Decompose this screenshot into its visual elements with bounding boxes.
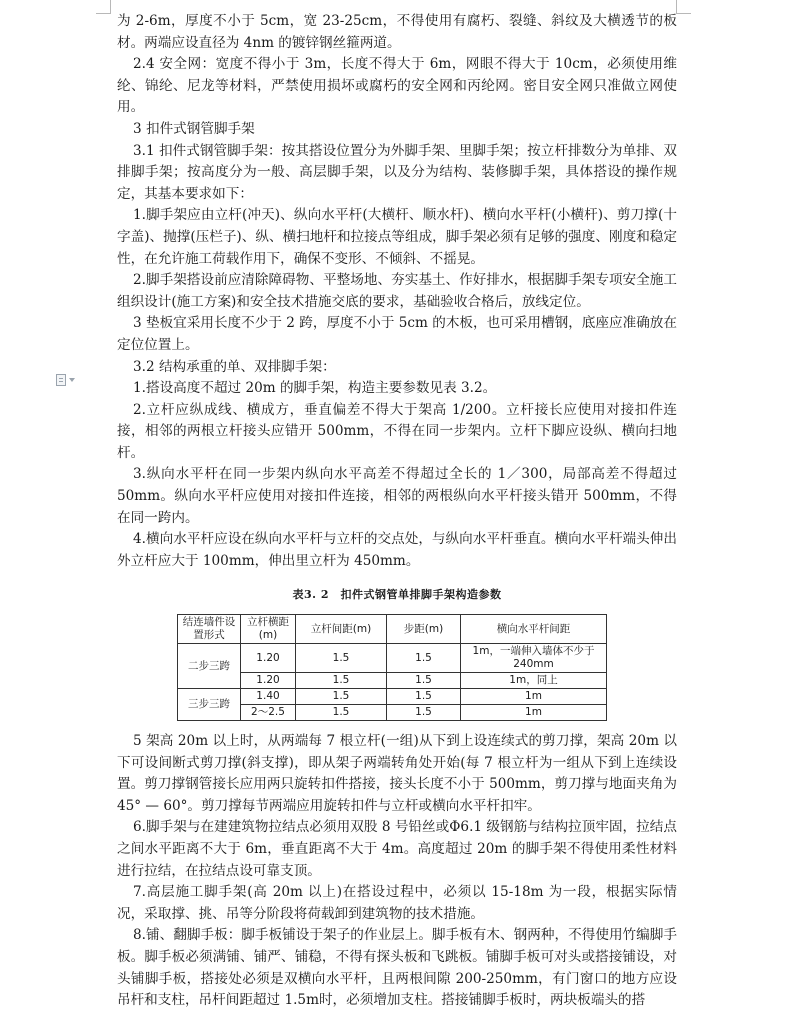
table-cell: 1.40: [241, 689, 296, 705]
table-header-row: [178, 615, 607, 644]
table-cell: 1.5: [387, 705, 461, 721]
page-corner-mark: [96, 0, 111, 14]
table-cell: 1.20: [241, 673, 296, 689]
table-cell: 1m，同上: [461, 673, 607, 689]
table-cell: 1.5: [296, 705, 387, 721]
table-cell: 2～2.5: [241, 705, 296, 721]
table-header-cell: 结连墙件设置形式: [178, 615, 241, 644]
paragraph: 3 扣件式钢管脚手架: [133, 120, 255, 137]
paragraph: 2.4 安全网：宽度不得小于 3m，长度不得大于 6m，网眼不得大于 10cm，必须使用维纶、锦纶、尼龙等材料，严禁使用损坏或腐朽的安全网和丙纶网。密目安全网只准做立网使用。: [117, 56, 677, 116]
table-row: [178, 705, 607, 721]
table-row: [178, 644, 607, 673]
spec-table: [177, 614, 607, 721]
document-body: [117, 11, 677, 1012]
document-icon: [56, 374, 66, 386]
table-cell: 1.20: [241, 644, 296, 673]
paragraph: 3.1 扣件式钢管脚手架：按其搭设位置分为外脚手架、里脚手架；按立杆排数分为单排、双排脚手架；按高度分为一般、高层脚手架，以及分为结构、装修脚手架，具体搭设的操作规定，其基本要求如下：: [117, 142, 677, 202]
table-group-cell: 三步三跨: [178, 689, 241, 721]
table-cell: 1.5: [296, 689, 387, 705]
paragraph: 2.脚手架搭设前应清除障碍物、平整场地、夯实基土、作好排水，根据脚手架专项安全施工组织设计(施工方案)和安全技术措施交底的要求，基础验收合格后，放线定位。: [117, 272, 677, 310]
table-group-cell: 二步三跨: [178, 644, 241, 689]
paragraph: 3.纵向水平杆在同一步架内纵向水平高差不得超过全长的 1／300，局部高差不得超过 50mm。纵向水平杆应使用对接扣件连接，相邻的两根纵向水平杆接头错开 500mm，不得在同一跨内。: [117, 466, 677, 526]
table-cell: 1.5: [387, 689, 461, 705]
paragraph: 8.铺、翻脚手板：脚手板铺设于架子的作业层上。脚手板有木、钢两种，不得使用竹编脚手板。脚手板必须满铺、铺严、铺稳，不得有探头板和飞跳板。铺脚手板可对头或搭接铺设，对头铺脚手板，搭接处必须是双横向水平杆，且两根间隙 200-250mm，有门窗口的地方应设吊杆和支柱，吊杆间距超过 1.5m时，必须增加支柱。搭接铺脚手板时，两块板端头的搭: [117, 927, 677, 1009]
paragraph: 7.高层施工脚手架(高 20m 以上)在搭设过程中，必须以 15-18m 为一段，根据实际情况，采取撑、挑、吊等分阶段将荷载卸到建筑物的技术措施。: [117, 884, 677, 922]
paragraph: 1.脚手架应由立杆(冲天)、纵向水平杆(大横杆、顺水杆)、横向水平杆(小横杆)、剪刀撑(十字盖)、抛撑(压栏子)、纵、横扫地杆和拉接点等组成，脚手架必须有足够的强度、刚度和稳定性，在允许施工荷载作用下，确保不变形、不倾斜、不摇晃。: [117, 207, 677, 267]
table-header-cell: 步距(m): [387, 615, 461, 644]
chevron-down-icon: [69, 378, 75, 382]
table-cell: 1.5: [296, 673, 387, 689]
paragraphs-bottom: [117, 731, 677, 1012]
table-header-cell: 立杆横距(m): [241, 615, 296, 644]
table-cell: 1.5: [387, 673, 461, 689]
table-cell: 1m，一端伸入墙体不少于 240mm: [461, 644, 607, 673]
paragraph: 为 2-6m，厚度不小于 5cm，宽 23-25cm，不得使用有腐朽、裂缝、斜纹及大横透节的板材。两端应设直径为 4nm 的镀锌钢丝箍两道。: [117, 13, 677, 51]
paragraph: 2.立杆应纵成线、横成方，垂直偏差不得大于架高 1/200。立杆接长应使用对接扣件连接，相邻的两根立杆接头应错开 500mm，不得在同一步架内。立杆下脚应设纵、横向扫地杆。: [117, 401, 677, 461]
page-corner-mark: [676, 0, 691, 14]
paragraph: 6.脚手架与在建建筑物拉结点必须用双股 8 号铅丝或Φ6.1 级钢筋与结构拉顶牢固，拉结点之间水平距离不大于 6m，垂直距离不大于 4m。高度超过 20m 的脚手架不得使用柔性材料进行拉结，在拉结点设可靠支顶。: [117, 819, 677, 879]
table-row: [178, 673, 607, 689]
paragraphs-top: [117, 11, 677, 572]
table-title: 表3. 2 扣件式钢管单排脚手架构造参数: [292, 588, 502, 602]
table-header-cell: 立杆间距(m): [296, 615, 387, 644]
paragraph: 3 垫板宜采用长度不少于 2 跨，厚度不小于 5cm 的木板，也可采用槽钢，底座应准确放在定位位置上。: [117, 315, 677, 353]
paragraph: 1.搭设高度不超过 20m 的脚手架，构造主要参数见表 3.2。: [133, 380, 497, 397]
table-cell: 1.5: [387, 644, 461, 673]
table-cell: 1.5: [296, 644, 387, 673]
table-cell: 1m: [461, 689, 607, 705]
comment-doc-icon[interactable]: [56, 373, 82, 387]
table-header-cell: 横向水平杆间距: [461, 615, 607, 644]
paragraph: 3.2 结构承重的单、双排脚手架：: [133, 358, 336, 375]
table-row: [178, 689, 607, 705]
paragraph: 4.横向水平杆应设在纵向水平杆与立杆的交点处，与纵向水平杆垂直。横向水平杆端头伸出外立杆应大于 100mm，伸出里立杆为 450mm。: [117, 531, 677, 569]
paragraph: 5 架高 20m 以上时，从两端每 7 根立杆(一组)从下到上设连续式的剪刀撑，架高 20m 以下可设间断式剪刀撑(斜支撑)，即从架子两端转角处开始(每 7 根立杆为一组从下到上连续设置。剪刀撑钢管接长应用两只旋转扣件搭接，接头长度不小于 500mm，剪刀撑与地面夹角为 45° — 60°。剪刀撑每节两端应用旋转扣件与立杆或横向水平杆扣牢。: [117, 733, 677, 814]
table-cell: 1m: [461, 705, 607, 721]
